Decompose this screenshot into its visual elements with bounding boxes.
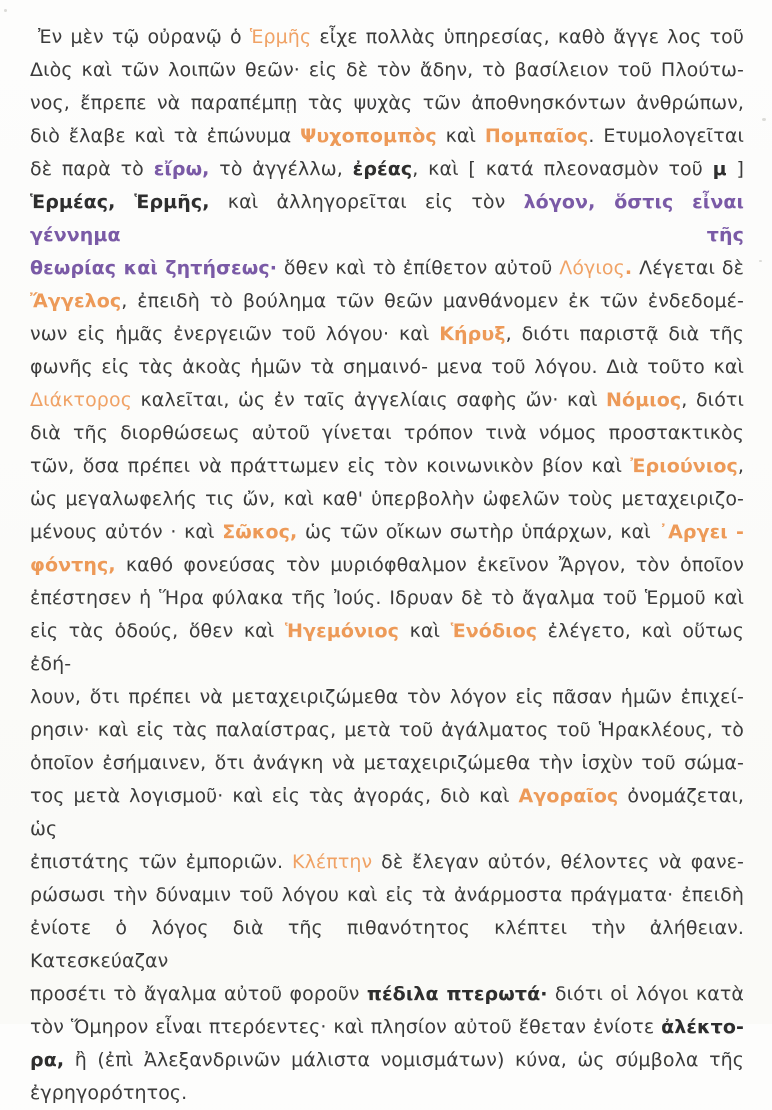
text-segment: . Ετυμολογεῖται — [588, 125, 745, 147]
text-segment: φόντης, — [30, 554, 116, 576]
text-line — [30, 450, 744, 483]
text-segment: , ἐπειδὴ τὸ βούλημα τῶν θεῶν μανθάνομεν ἐκ τῶν ἐνδεδομέ- — [121, 290, 744, 312]
text-segment: τος μετὰ λογισμοῦ· καὶ εἰς τὰς ἀγοράς, διὸ καὶ — [30, 785, 519, 807]
text-segment: ᾿Αργει - — [658, 521, 745, 543]
text-segment: εἰς τὰς ὁδούς, ὅθεν καὶ — [30, 620, 285, 642]
text-line — [30, 681, 744, 714]
text-segment: δὲ ἔλεγαν αὐτόν, θέλοντες νὰ φανε- — [372, 851, 744, 873]
text-segment: Αγοραῖος — [518, 785, 619, 807]
text-segment: , διότι παριστᾷ διὰ τῆς — [505, 323, 745, 345]
text-line — [30, 714, 744, 747]
text-segment: ρα, — [30, 1049, 65, 1071]
text-line — [30, 252, 744, 285]
text-segment: Νόμιος — [606, 389, 682, 411]
text-segment: ρησιν· καὶ εἰς τὰς παλαίστρας, μετὰ τοῦ ἀγάλματος τοῦ Ἡρακλέους, τὸ — [30, 719, 744, 741]
text-segment: ὀνομάζεται, ὡς — [30, 785, 744, 840]
text-line — [30, 615, 744, 681]
text-segment: Διὸς καὶ τῶν λοιπῶν θεῶν· εἰς δὲ τὸν ἄδην, τὸ βασίλειον τοῦ Πλούτω- — [30, 59, 744, 81]
text-segment: Ἄγγελος — [30, 290, 122, 312]
text-segment: λουν, ὅτι πρέπει νὰ μεταχειριζώμεθα τὸν λόγον εἰς πᾶσαν ἡμῶν ἐπιχεί- — [30, 686, 744, 708]
text-segment: Ἐριούνιος — [630, 455, 738, 477]
text-segment: εἴρω, — [153, 158, 210, 180]
scan-artifact — [762, 118, 766, 121]
text-segment: τὸ ἀγγέλλω, — [209, 158, 353, 180]
text-segment: ἐπιστάτης τῶν ἐμποριῶν. — [30, 851, 293, 873]
scan-artifact — [4, 9, 7, 12]
text-segment: ὅθεν καὶ τὸ ἐπίθετον αὐτοῦ — [277, 257, 560, 279]
text-segment: Πομπαῖος — [484, 125, 589, 147]
text-line — [30, 879, 744, 912]
text-segment: Λόγιος — [559, 257, 625, 279]
text-line — [30, 186, 744, 252]
text-segment: ἐγρηγορότητος. — [30, 1082, 188, 1104]
text-segment: Ψυχοπομπὸς — [300, 125, 437, 147]
text-segment: Λέγεται δὲ — [632, 257, 744, 279]
text-segment: θεωρίας καὶ ζητήσεως· — [30, 257, 278, 279]
text-line — [30, 516, 744, 549]
scan-artifact — [759, 260, 762, 262]
text-segment: τῶν, ὅσα πρέπει νὰ πράττωμεν εἰς τὸν κοινωνικὸν βίον καὶ — [30, 455, 631, 477]
text-line — [30, 21, 744, 54]
text-segment: ἀλέκτο- — [661, 1016, 744, 1038]
text-line — [30, 384, 744, 417]
text-segment: μένους αὐτόν · καὶ — [30, 521, 223, 543]
text-segment: ἐρέας — [352, 158, 413, 180]
text-segment: ὁποῖον ἐσήμαινεν, ὅτι ἀνάγκη νὰ μεταχειριζώμεθα τὴν ἰσχὺν τοῦ σώμα- — [30, 752, 744, 774]
text-line — [30, 1011, 744, 1044]
text-segment: Ἑρμῆς — [249, 26, 312, 48]
text-segment: λόγον, ὅστις εἶναι γέννημα τῆς — [30, 191, 745, 246]
text-segment: ἢ (ἐπὶ Ἀλεξανδρινῶν μάλιστα νομισμάτων) κύνα, ὡς σύμβολα τῆς — [64, 1049, 744, 1071]
text-line — [30, 153, 744, 186]
text-line — [30, 54, 744, 87]
text-segment: πέδιλα πτερωτά· — [366, 983, 548, 1005]
text-line — [30, 120, 744, 153]
text-segment: ὡς τῶν οἴκων σωτὴρ ὑπάρχων, καὶ — [297, 521, 659, 543]
text-segment: Ἑνόδιος — [450, 620, 538, 642]
text-segment: καὶ — [436, 125, 485, 147]
text-segment: τὸν Ὅμηρον εἶναι πτερόεντες· καὶ πλησίον αὐτοῦ ἔθεταν ἐνίοτε — [30, 1016, 662, 1038]
text-segment: ἐπέστησεν ἡ Ἥρα φύλακα τῆς Ἰούς. Ιδρυαν δὲ τὸ ἄγαλμα τοῦ Ἑρμοῦ καὶ — [30, 587, 744, 609]
text-line — [30, 417, 744, 450]
text-segment: Κλέπτην — [292, 851, 373, 873]
text-segment: , — [737, 455, 744, 477]
text-line — [30, 1077, 744, 1110]
text-line — [30, 978, 744, 1011]
text-segment: Ἑρμέας, Ἑρμῆς, — [30, 191, 210, 213]
text-line — [30, 351, 744, 384]
text-segment: καλεῖται, ὡς ἐν ταῖς ἀγγελίαις σαφὴς ὤν· καὶ — [131, 389, 607, 411]
text-line — [30, 549, 744, 582]
text-segment: ἐλέγετο, καὶ οὕτως ἐδή- — [30, 620, 744, 675]
text-line — [30, 87, 744, 120]
text-segment: μ — [712, 158, 727, 180]
text-segment: ρώσωσι τὴν δύναμιν τοῦ λόγου καὶ εἰς τὰ ἀνάρμοστα πράγματα· ἐπειδὴ — [30, 884, 744, 906]
text-segment: Κήρυξ — [439, 323, 506, 345]
text-segment: , καὶ [ κατά πλεονασμὸν τοῦ — [412, 158, 713, 180]
text-segment: διὸ ἔλαβε καὶ τὰ ἐπώνυμα — [30, 125, 301, 147]
text-line — [30, 285, 744, 318]
text-line — [30, 318, 744, 351]
text-segment: Διάκτορος — [30, 389, 132, 411]
text-segment: Σῶκος, — [222, 521, 298, 543]
text-segment: νος, ἔπρεπε νὰ παραπέμπῃ τὰς ψυχὰς τῶν ἀποθνησκόντων ἀνθρώπων, — [30, 92, 744, 114]
text-segment: εἶχε πολλὰς ὑπηρεσίας, καθὸ ἄγγε λος τοῦ — [311, 26, 744, 48]
greek-text-block — [30, 21, 744, 1110]
text-line — [30, 912, 744, 978]
text-segment: καὶ ἀλληγορεῖται εἰς τὸν — [209, 191, 524, 213]
text-line — [30, 780, 744, 846]
text-segment: ἐνίοτε ὁ λόγος διὰ τῆς πιθανότητος κλέπτει τὴν ἀλήθειαν. Κατεσκεύαζαν — [30, 917, 744, 972]
text-segment: διότι οἱ λόγοι κατὰ — [547, 983, 744, 1005]
text-segment: Ἡγεμόνιος — [284, 620, 400, 642]
text-line — [30, 582, 744, 615]
text-segment: διὰ τῆς διορθώσεως αὐτοῦ γίνεται τρόπον τινὰ νόμος προστακτικὸς — [30, 422, 744, 444]
text-segment: Ἐν μὲν τῷ οὐρανῷ ὁ — [38, 26, 250, 48]
text-segment: καθό φονεύσας τὸν μυριόφθαλμον ἐκεῖνον Ἄργον, τὸν ὁποῖον — [115, 554, 744, 576]
text-line — [30, 1044, 744, 1077]
text-segment: καὶ — [399, 620, 451, 642]
text-segment: ] — [726, 158, 745, 180]
text-line — [30, 846, 744, 879]
text-segment: νων εἰς ἡμᾶς ἐνεργειῶν τοῦ λόγου· καὶ — [30, 323, 440, 345]
text-line — [30, 483, 744, 516]
text-segment: , διότι — [681, 389, 744, 411]
text-segment: ὡς μεγαλωφελής τις ὤν, καὶ καθ' ὑπερβολὴν ὠφελῶν τοὺς μεταχειριζο- — [30, 488, 744, 510]
text-line — [30, 747, 744, 780]
text-segment: προσέτι τὸ ἄγαλμα αὐτοῦ φοροῦν — [30, 983, 367, 1005]
text-segment: φωνῆς εἰς τὰς ἀκοὰς ἡμῶν τὰ σημαινό- μενα τοῦ λόγου. Διὰ τοῦτο καὶ — [30, 356, 744, 378]
text-segment: δὲ παρὰ τὸ — [30, 158, 154, 180]
text-segment: . — [624, 257, 633, 279]
